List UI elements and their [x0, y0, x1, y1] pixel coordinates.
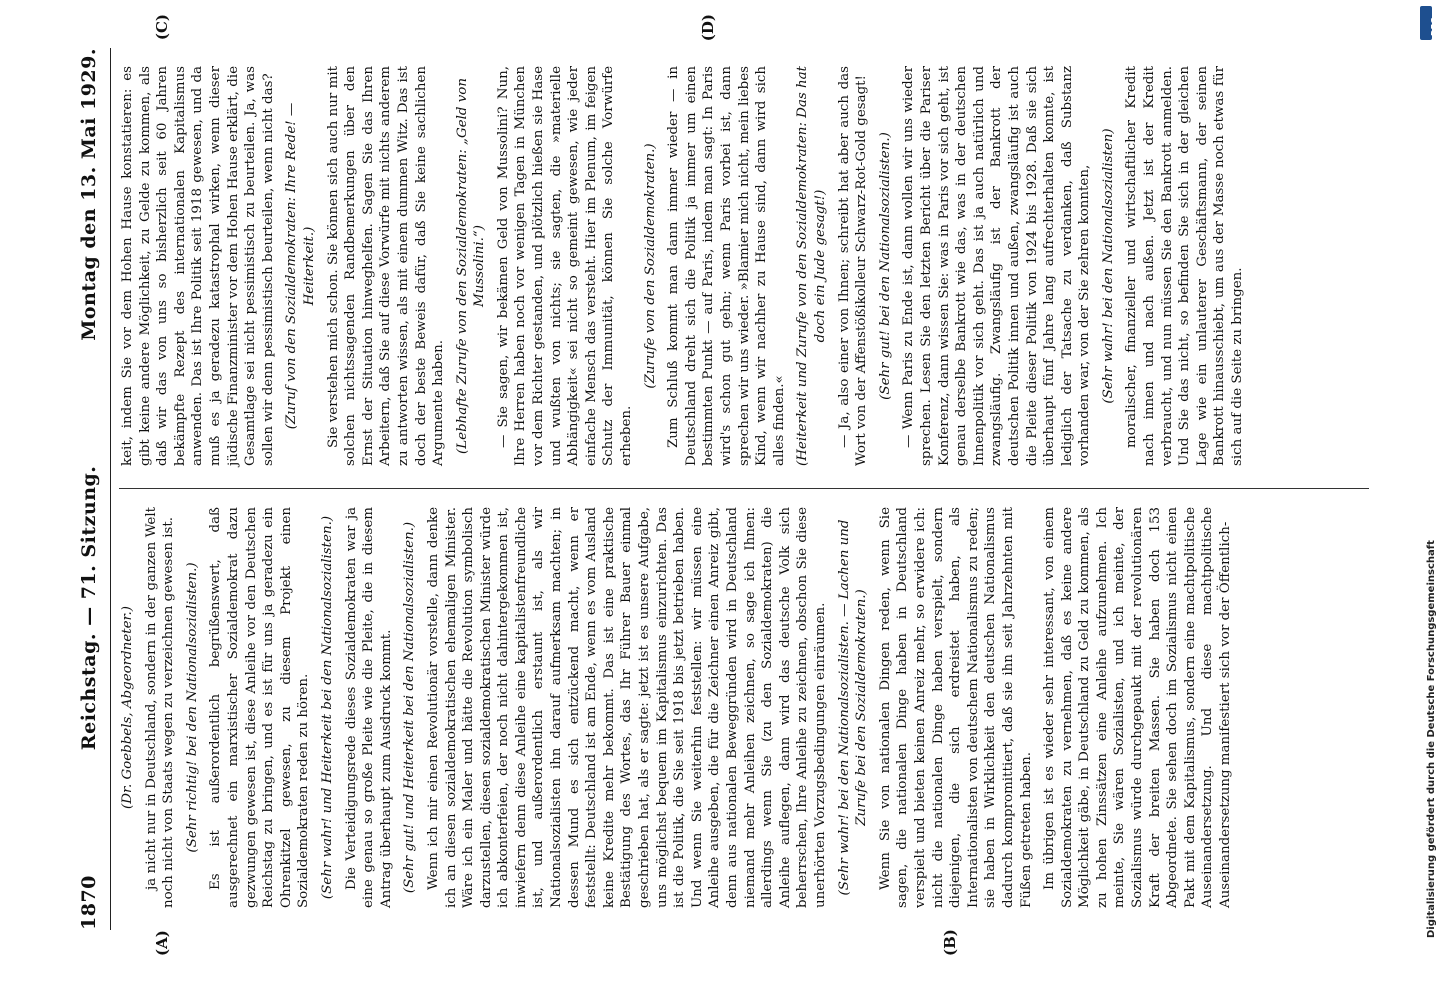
paragraph: moralischer, finanzieller und wirtschaftlicher Kredit nach innen und nach außen. Jetzt ist der Kredit verbraucht, und nun müssen Sie den Bankrott anmelden. Und Sie das nicht, so befinden Sie sich in der gleichen Lage wie ein unlauterer Geschäftsmann, der seinen Bankrott hinausschiebt, um aus der Masse noch etwas für sich auf die Seite zu bringen. — [1124, 66, 1246, 466]
paragraph: (Dr. Goebbels, Abgeordneter.) — [120, 606, 135, 809]
paragraph: (Heiterkeit und Zurufe von den Sozialdemokraten: Das hat doch ein Jude gesagt!) — [795, 66, 828, 466]
paragraph: Zum Schluß kommt man dann immer wieder — in Deutschland dreht sich die Politik ja immer um einen bestimmten Punkt — auf Paris, indem man sagt: In Paris wird's schon gut gehn; wenn Paris vorbei ist, dann sprechen wir uns wieder. »Blamier mich nicht, mein liebes Kind, wenn wir nachher zu Hause sind, dann wird sich alles finden.« — [666, 66, 787, 466]
paragraph: — Ja, also einer von Ihnen; schreibt hat aber auch das Wort von der Affenstößikolleur Schwarz-Rot-Gold gesagt! — [836, 66, 870, 466]
paragraph: keit, indem Sie vor dem Hohen Hause konstatieren: es gibt keine andere Möglichkeit, zu Gelde zu kommen, als daß wir das von uns so bisherzlich seit 60 Jahren bekämpfte Rezept des internationalen Kapitalismus anwenden. Das ist Ihre Politik seit 1918 gewesen, und da muß es ja geradezu katastrophal wirken, wenn dieser jüdische Finanzminister vor dem Hohen Hause erklärt, die Gesamtlage sei nicht pessimistisch zu beurteilen. Ja, was sollen wir denn pessimistisch beurteilen, wenn nicht das? — [120, 66, 276, 466]
margin-marker-a: (A) — [153, 930, 171, 956]
paragraph: — Wenn Paris zu Ende ist, dann wollen wir uns wieder sprechen. Lesen Sie den letzten Bericht über die Pariser Konferenz, dann wissen Sie: was in Paris vor sich geht, ist genau derselbe Bankrott wie das, was in der deutschen Innenpolitik vor sich geht. Das ist ja auch natürlich und zwangsläufig. Zwangsläufig ist der Bankrott der deutschen Politik innen und außen, zwangsläufig ist auch die Pleite dieser Politik von 1924 bis 1928. Daß sie sich überhaupt fünf Jahre lang aufrechterhalten konnte, ist lediglich der Tatsache zu verdanken, daß Substanz vorhanden war, von der Sie zehren konnten, — [901, 66, 1093, 466]
paragraph: Im übrigen ist es wieder sehr interessant, von einem Sozialdemokraten zu vernehmen, daß es keine andere Möglichkeit gäbe, in Deutschland zu Geld zu kommen, als zu hohen Zinssätzen eine Anleihe aufzunehmen. Ich meinte, Sie wären Sozialisten, und ich meinte, der Sozialismus würde durchgepaukt mit der revolutionären Kraft der breiten Massen. Sie haben doch 153 Abgeordnete. Sie sehen doch im Sozialismus nicht einen Pakt mit dem Kapitalismus, sondern eine machtpolitische Auseinandersetzung. Und diese machtpolitische Auseinandersetzung manifestiert sich vor der Öffentlich- — [1042, 507, 1234, 908]
paragraph: ja nicht nur in Deutschland, sondern in der ganzen Welt noch nicht von Staats wegen zu verzeichnen gewesen ist. — [143, 507, 177, 908]
page-number: 1870 — [78, 875, 100, 930]
paragraph: (Sehr wahr! bei den Nationalsozialisten. — Lachen und Zurufe bei den Sozialdemokraten.) — [836, 519, 870, 896]
paragraph: Wenn Sie von nationalen Dingen reden, wenn Sie sagen, die nationalen Dinge haben in Deutschland verspielt und bieten keinen Anreiz mehr, so erwidere ich: nicht die nationalen Dinge haben verspielt, sondern diejenigen, die sich erdreistet haben, als Internationalisten von deutschem Nationalismus zu reden; sie haben in Wirklichkeit den deutschen Nationalismus dadurch kompromittiert, daß sie ihn seit Jahrzehnten mit Füßen getreten haben. — [877, 507, 1034, 908]
left-column — [119, 489, 1369, 930]
margin-marker-b: (B) — [941, 929, 959, 956]
paragraph: Sie verstehen mich schon. Sie können sich auch nur mit solchen nichtssagenden Randbemerkungen über den Ernst der Situation hinweghelfen. Sagen Sie das Ihren Arbeitern, daß Sie auf diese Vorwürfe mit nichts anderem zu antworten wissen, als mit einem dummen Witz. Das ist doch der beste Beweis dafür, daß Sie keine sachlichen Argumente haben. — [325, 66, 447, 466]
dfg-logo-text: DFG — [1430, 17, 1439, 36]
margin-marker-c: (C) — [153, 14, 171, 41]
paragraph: (Sehr wahr! und Heiterkeit bei den Nationalsozialisten.) — [319, 515, 335, 900]
paragraph: (Lebhafte Zurufe von den Sozialdemokraten: „Geld von Mussolini.“) — [454, 78, 488, 454]
paragraph: Die Verteidigungsrede dieses Sozialdemokraten war ja eine genau so große Pleite wie die Pleite, die in diesem Antrag überhaupt zum Ausdruck kommt. — [343, 507, 394, 908]
dfg-logo — [1420, 6, 1439, 40]
paragraph: (Sehr gut! bei den Nationalsozialisten.) — [877, 132, 893, 400]
paragraph: (Sehr wahr! bei den Nationalsozialisten) — [1100, 128, 1116, 404]
paragraph: — Sie sagen, wir bekämen Geld von Mussolini? Nun, Ihre Herren haben noch vor wenigen Tagen in München vor dem Richter gestanden, und plötzlich hießen sie Hase und wußten von nichts; sie sagten, die »materielle Abhängigkeit« sei nicht so gemeint gewesen, wie jeder einfache Mensch das versteht. Hier im Plenum, im feigen Schutz der Immunität, können Sie solche Vorwürfe erheben. — [495, 66, 635, 466]
margin-marker-d: (D) — [699, 14, 717, 42]
paragraph: (Sehr richtig! bei den Nationalsozialisten.) — [184, 562, 200, 853]
rotated-document-page — [60, 0, 1390, 1000]
digitization-credit-text: Digitalisierung gefördert durch die Deutsche Forschungsgemeinschaft — [1426, 540, 1437, 938]
session-title: Reichstag. — 71. Sitzung. — [78, 465, 100, 751]
page-header — [78, 48, 111, 930]
right-column — [119, 48, 1369, 489]
text-columns — [119, 14, 1369, 956]
paragraph: Es ist außerordentlich begrüßenswert, daß ausgerechnet ein marxistischer Sozialdemokrat dazu gezwungen gewesen ist, diese Anleihe vor den Deutschen Reichstag zu bringen, und es ist für uns ja geradezu ein Ohrenkitzel gewesen, zu diesem Projekt einen Sozialdemokraten reden zu hören. — [208, 507, 312, 908]
paragraph: (Zurufe von den Sozialdemokraten.) — [642, 143, 658, 389]
session-date: Montag den 13. Mai 1929. — [78, 48, 100, 341]
paragraph: (Sehr gut! und Heiterkeit bei den Nationalsozialisten.) — [402, 521, 418, 894]
paragraph: (Zuruf von den Sozialdemokraten: Ihre Rede! — Heiterkeit.) — [284, 102, 317, 430]
paragraph: Wenn ich mir einen Revolutionär vorstelle, dann denke ich an diesen sozialdemokratischen ehemaligen Minister. Wäre ich ein Maler und hätte die Revolution symbolisch darzustellen, diesen sozialdemokratischen Minister würde ich abkonterfeien, der noch nicht dahintergekommen ist, inwiefern denn diese Anleihe eine kapitalistenfreundliche ist, und außerordentlich erstaunt ist, als wir Nationalsozialisten ihn darauf aufmerksam machten; in dessen Mund es sich entzückend macht, wenn er feststellt: Deutschland ist am Ende, wenn es vom Ausland keine Kredite mehr bekommt. Das ist eine praktische Bestätigung des Wortes, das Ihr Führer Bauer einmal geschrieben hat, als er sagte: jetzt ist es unsere Aufgabe, uns möglichst bequem im Kapitalismus einzurichten. Das ist die Politik, die Sie seit 1918 bis jetzt betrieben haben. Und wenn Sie weiterhin feststellen: wir müssen eine Anleihe ausgeben, die für die Zeichner einen Anreiz gibt, denn aus nationalen Beweggründen wird in Deutschland niemand mehr Anleihen zeichnen, so sage ich Ihnen: allerdings wenn Sie (zu den Sozialdemokraten) die Anleihe auflegen, dann wird das deutsche Volk sich beherrschen, Ihre Anleihe zu zeichnen, obschon Sie diese unerhörten Vorzugsbedingungen einräumen. — [425, 507, 828, 908]
